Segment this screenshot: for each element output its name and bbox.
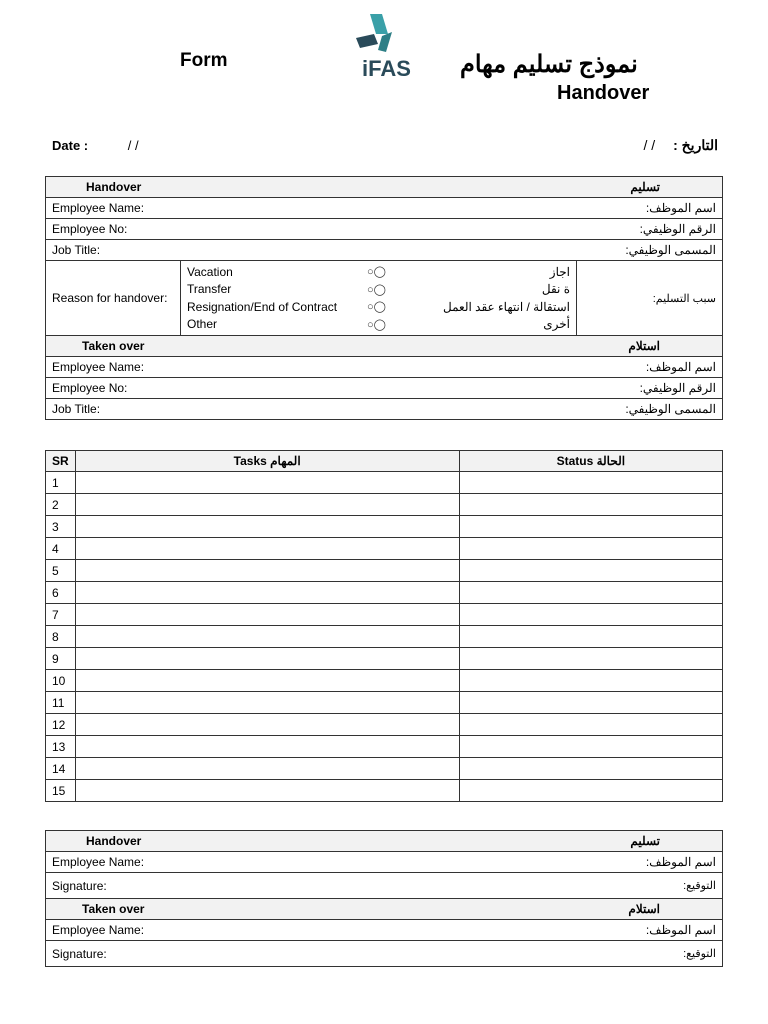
signature-label-arabic: التوقيع:	[683, 880, 716, 892]
row-number: 4	[46, 538, 76, 560]
row-number: 3	[46, 516, 76, 538]
table-row	[46, 626, 723, 648]
row-number: 13	[46, 736, 76, 758]
radio-icon[interactable]: ○◯	[367, 283, 386, 296]
row-number: 1	[46, 472, 76, 494]
status-cell[interactable]	[459, 582, 722, 604]
column-header-sr: SR	[46, 451, 76, 472]
row-number: 2	[46, 494, 76, 516]
employee-name-label-arabic: اسم الموظف:	[645, 201, 716, 215]
employee-no-label: Employee No:	[52, 381, 128, 395]
table-row	[46, 714, 723, 736]
status-cell[interactable]	[459, 538, 722, 560]
sig-handover-heading: Handover	[86, 834, 142, 848]
taken-over-employee-no-field[interactable]	[46, 378, 723, 399]
task-cell[interactable]	[75, 582, 459, 604]
reason-label: Reason for handover:	[46, 261, 181, 336]
task-cell[interactable]	[75, 494, 459, 516]
date-slashes: / /	[127, 138, 139, 153]
reason-option-transfer[interactable]: Transfer ○◯ ة نقل	[187, 282, 570, 297]
employee-name-label: Employee Name:	[52, 201, 145, 215]
table-row	[46, 736, 723, 758]
status-cell[interactable]	[459, 692, 722, 714]
taken-over-heading-arabic: استلام	[628, 339, 660, 353]
task-cell[interactable]	[75, 516, 459, 538]
task-cell[interactable]	[75, 714, 459, 736]
handover-job-title-field[interactable]	[46, 240, 723, 261]
status-cell[interactable]	[459, 604, 722, 626]
status-cell[interactable]	[459, 494, 722, 516]
table-row	[46, 692, 723, 714]
row-number: 10	[46, 670, 76, 692]
employee-no-label-arabic: الرقم الوظيفي:	[639, 222, 716, 236]
handover-employee-no-field[interactable]	[46, 219, 723, 240]
column-header-tasks: Tasks المهام	[75, 451, 459, 472]
status-cell[interactable]	[459, 626, 722, 648]
handover-heading-row	[46, 177, 723, 198]
handover-employee-name-field[interactable]	[46, 198, 723, 219]
row-number: 7	[46, 604, 76, 626]
status-cell[interactable]	[459, 516, 722, 538]
status-cell[interactable]	[459, 758, 722, 780]
row-number: 5	[46, 560, 76, 582]
reason-label-arabic: سبب التسليم:	[577, 261, 723, 336]
status-cell[interactable]	[459, 736, 722, 758]
table-row	[46, 582, 723, 604]
job-title-label-arabic: المسمى الوظيفي:	[625, 243, 716, 257]
reason-option-resignation[interactable]: Resignation/End of Contract ○◯ استقالة / انتهاء عقد العمل	[187, 299, 570, 314]
signature-label: Signature:	[52, 946, 107, 961]
table-row	[46, 538, 723, 560]
employee-name-label-arabic: اسم الموظف:	[645, 923, 716, 937]
job-title-label: Job Title:	[52, 243, 101, 257]
column-header-status: Status الحالة	[459, 451, 722, 472]
handover-heading: Handover	[86, 180, 142, 194]
table-row	[46, 516, 723, 538]
logo-text: iFAS	[362, 56, 411, 81]
sig-taken-over-heading-row	[46, 899, 723, 920]
signature-label-arabic: التوقيع:	[683, 948, 716, 960]
employee-name-label: Employee Name:	[52, 360, 145, 374]
sig-handover-heading-arabic: تسليم	[630, 834, 660, 848]
table-row	[46, 780, 723, 802]
job-title-label-arabic: المسمى الوظيفي:	[625, 402, 716, 416]
sig-taken-over-signature-field[interactable]	[46, 941, 723, 967]
row-number: 14	[46, 758, 76, 780]
tasks-table	[45, 450, 723, 802]
status-cell[interactable]	[459, 780, 722, 802]
reason-options	[181, 261, 577, 336]
sig-taken-over-heading-arabic: استلام	[628, 902, 660, 916]
table-row	[46, 472, 723, 494]
sig-handover-heading-row	[46, 831, 723, 852]
task-cell[interactable]	[75, 648, 459, 670]
handover-heading-arabic: تسليم	[630, 180, 660, 194]
taken-over-job-title-field[interactable]	[46, 399, 723, 420]
table-row	[46, 648, 723, 670]
employee-name-label: Employee Name:	[52, 855, 145, 869]
status-cell[interactable]	[459, 648, 722, 670]
ifas-logo	[352, 12, 424, 84]
task-cell[interactable]	[75, 626, 459, 648]
task-cell[interactable]	[75, 538, 459, 560]
sig-taken-over-employee-name-field[interactable]	[46, 920, 723, 941]
handover-table	[45, 176, 723, 420]
date-label: Date :	[52, 138, 89, 153]
task-cell[interactable]	[75, 604, 459, 626]
sig-handover-employee-name-field[interactable]	[46, 852, 723, 873]
employee-name-label: Employee Name:	[52, 923, 145, 937]
job-title-label: Job Title:	[52, 402, 101, 416]
reason-option-other[interactable]: Other ○◯ أخرى	[187, 317, 570, 332]
employee-no-label-arabic: الرقم الوظيفي:	[639, 381, 716, 395]
radio-icon[interactable]: ○◯	[367, 266, 386, 279]
radio-icon[interactable]: ○◯	[367, 318, 386, 331]
employee-name-label-arabic: اسم الموظف:	[645, 360, 716, 374]
reason-option-vacation[interactable]: Vacation ○◯ اجاز	[187, 264, 570, 279]
sig-handover-signature-field[interactable]	[46, 873, 723, 899]
form-label: Form	[180, 50, 228, 71]
status-cell[interactable]	[459, 472, 722, 494]
date-field[interactable]	[52, 138, 139, 153]
row-number: 15	[46, 780, 76, 802]
task-cell[interactable]	[75, 780, 459, 802]
table-row	[46, 758, 723, 780]
row-number: 8	[46, 626, 76, 648]
signature-label: Signature:	[52, 878, 107, 893]
title-arabic: نموذج تسليم مهام	[460, 51, 638, 78]
status-cell[interactable]	[459, 714, 722, 736]
taken-over-heading-row	[46, 336, 723, 357]
sig-taken-over-heading: Taken over	[82, 902, 145, 916]
signatures-table	[45, 830, 723, 967]
row-number: 9	[46, 648, 76, 670]
row-number: 11	[46, 692, 76, 714]
title-handover: Handover	[557, 82, 650, 104]
date-slashes-arabic: / /	[643, 137, 656, 153]
task-cell[interactable]	[75, 758, 459, 780]
task-cell[interactable]	[75, 736, 459, 758]
row-number: 12	[46, 714, 76, 736]
date-field-arabic[interactable]	[618, 137, 718, 154]
employee-name-label-arabic: اسم الموظف:	[645, 855, 716, 869]
task-cell[interactable]	[75, 670, 459, 692]
task-cell[interactable]	[75, 560, 459, 582]
taken-over-heading: Taken over	[82, 339, 145, 353]
row-number: 6	[46, 582, 76, 604]
taken-over-employee-name-field[interactable]	[46, 357, 723, 378]
table-row	[46, 670, 723, 692]
status-cell[interactable]	[459, 670, 722, 692]
task-cell[interactable]	[75, 472, 459, 494]
table-row	[46, 604, 723, 626]
radio-icon[interactable]: ○◯	[367, 301, 386, 314]
employee-no-label: Employee No:	[52, 222, 128, 236]
status-cell[interactable]	[459, 560, 722, 582]
table-row	[46, 494, 723, 516]
table-row	[46, 560, 723, 582]
date-label-arabic: التاريخ :	[673, 137, 718, 153]
task-cell[interactable]	[75, 692, 459, 714]
